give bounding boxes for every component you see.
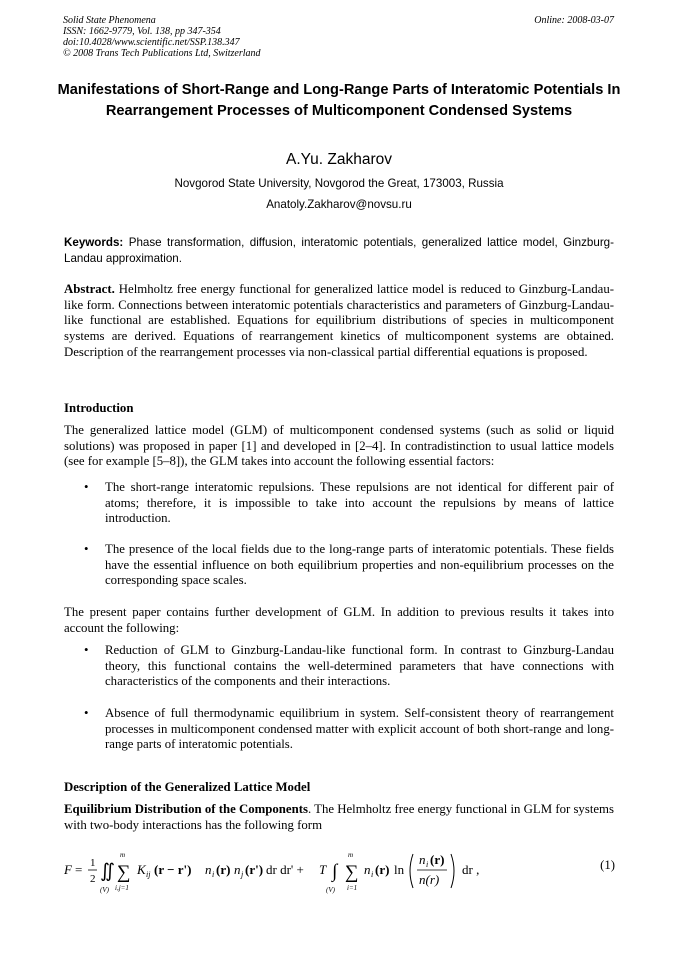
eq-n-2: n [234,862,241,877]
eq-arg-rp: (r') [245,862,264,877]
eq-sum-top-1: m [120,851,126,859]
section-heading-glm: Description of the Generalized Lattice Model [64,780,311,794]
eq-domain-1: (V) [100,886,109,894]
keywords-label: Keywords: [64,236,124,249]
bullet-dot: • [84,706,89,720]
eq-frac-num-arg: (r) [430,852,445,867]
abstract-block [64,282,614,361]
copyright-line: © 2008 Trans Tech Publications Ltd, Switzerland [63,48,261,59]
eq-sum-bottom-1: i,j=1 [115,884,129,892]
journal-header [63,15,261,59]
eq-n-1: n [205,862,212,877]
eq-equals: = [75,862,83,877]
eq-r-diff: (r − r') [154,862,192,877]
list-item-text: Reduction of GLM to Ginzburg-Landau-like functional form. In contrast to Ginzburg-Landau theory, this functional contains the well-determined parameters that have connections with characteristics of the components and their interactions. [105,643,614,689]
eq-domain-2: (V) [326,886,335,894]
doi-line: doi:10.4028/www.scientific.net/SSP.138.347 [63,37,240,48]
eq-n-sub-i: i [212,870,215,879]
eq-right-paren [451,854,454,888]
author-name: A.Yu. Zakharov [286,151,392,168]
eq-double-integral: ∬ [100,861,115,882]
eq-kernel-sub: ij [146,870,151,879]
eq-sum-2: ∑ [345,862,359,883]
author-email[interactable]: Anatoly.Zakharov@novsu.ru [266,198,412,211]
eq-left-paren [410,854,413,888]
subsection-text: . The Helmholtz free energy functional in GLM for systems with two-body interactions has the following form [64,802,614,832]
glm-paragraph [64,802,614,833]
eq-ln: ln [394,862,405,877]
eq-sum-1: ∑ [117,862,131,883]
eq-kernel: K [137,862,146,877]
intro-paragraph-1: The generalized lattice model (GLM) of multicomponent condensed systems (such as solid or liquid solutions) was proposed in paper [1] and developed in [2–4]. In contradistinction to usual lattice models (see for example [5–8]), the GLM takes into account the following essential factors: [64,423,614,469]
intro-paragraph-2: The present paper contains further development of GLM. In addition to previous results it takes into account the following: [64,605,614,635]
eq-half-num: 1 [90,857,96,869]
journal-name: Solid State Phenomena [63,15,156,26]
list-item-text: The short-range interatomic repulsions. These repulsions are not identical for different pair of atoms; therefore, it is impossible to take into account the repulsions by means of lattice introduction. [105,480,614,526]
abstract-text: Helmholtz free energy functional for generalized lattice model is reduced to Ginzburg-Landau-like form. Connections between interatomic potentials characteristics and parameters of Ginzburg-Landau-like functional are established. Equations for equilibrium distributions of species in multicomponent systems are derived. Equations of rearrangement kinetics of multicomponent systems are obtained. Description of the rearrangement processes via non-classical partial differential equations is proposed. [64,282,614,359]
eq-n-sub-i-2: i [371,870,374,879]
keywords-block [64,235,614,266]
eq-n-sub-j: j [241,870,244,879]
eq-F: F [64,862,72,877]
equation-number: (1) [600,858,615,872]
eq-sum-bottom-2: i=1 [347,884,358,892]
eq-n-3: n [364,862,371,877]
list-item-text: Absence of full thermodynamic equilibrium in system. Self-consistent theory of rearrangement processes in multicomponent condensed matter with explicit account of both short-range and long-range parts of interatomic potentials. [105,706,614,752]
paper-title: Manifestations of Short-Range and Long-Range Parts of Interatomic Potentials In Rearrangement Processes of Multicomponent Condensed Systems [57,82,621,119]
eq-T: T [319,862,327,877]
list-item-text: The presence of the local fields due to the long-range parts of interatomic potentials. These fields have the essential influence on both equilibrium properties and non-equilibrium processes on the corresponding space scales. [105,542,614,588]
issn-line: ISSN: 1662-9779, Vol. 138, pp 347-354 [63,26,221,37]
bullet-dot: • [84,542,89,556]
eq-arg-r: (r) [216,862,231,877]
abstract-label: Abstract. [64,282,115,296]
bullet-dot: • [84,480,89,494]
eq-arg-r-2: (r) [375,862,390,877]
bullet-dot: • [84,643,89,657]
online-date: Online: 2008-03-07 [534,15,614,26]
keywords-text: Phase transformation, diffusion, interatomic potentials, generalized lattice model, Ginzburg-Landau approximation. [64,236,614,265]
eq-frac-num-sub: i [426,860,429,869]
eq-sum-top-2: m [348,851,354,859]
equation-1 [64,846,614,896]
list-item [84,480,614,527]
list-item [84,643,614,690]
list-item [84,706,614,753]
section-heading-introduction: Introduction [64,401,134,415]
eq-measure: dr dr' + [266,862,304,877]
eq-half-den: 2 [90,873,96,885]
eq-dr: dr , [462,862,480,877]
eq-frac-num-n: n [419,852,426,867]
list-item [84,542,614,589]
eq-frac-den: n(r) [419,872,440,887]
subsection-label: Equilibrium Distribution of the Components [64,802,308,816]
eq-integral: ∫ [332,861,338,882]
affiliation: Novgorod State University, Novgorod the Great, 173003, Russia [174,177,504,190]
